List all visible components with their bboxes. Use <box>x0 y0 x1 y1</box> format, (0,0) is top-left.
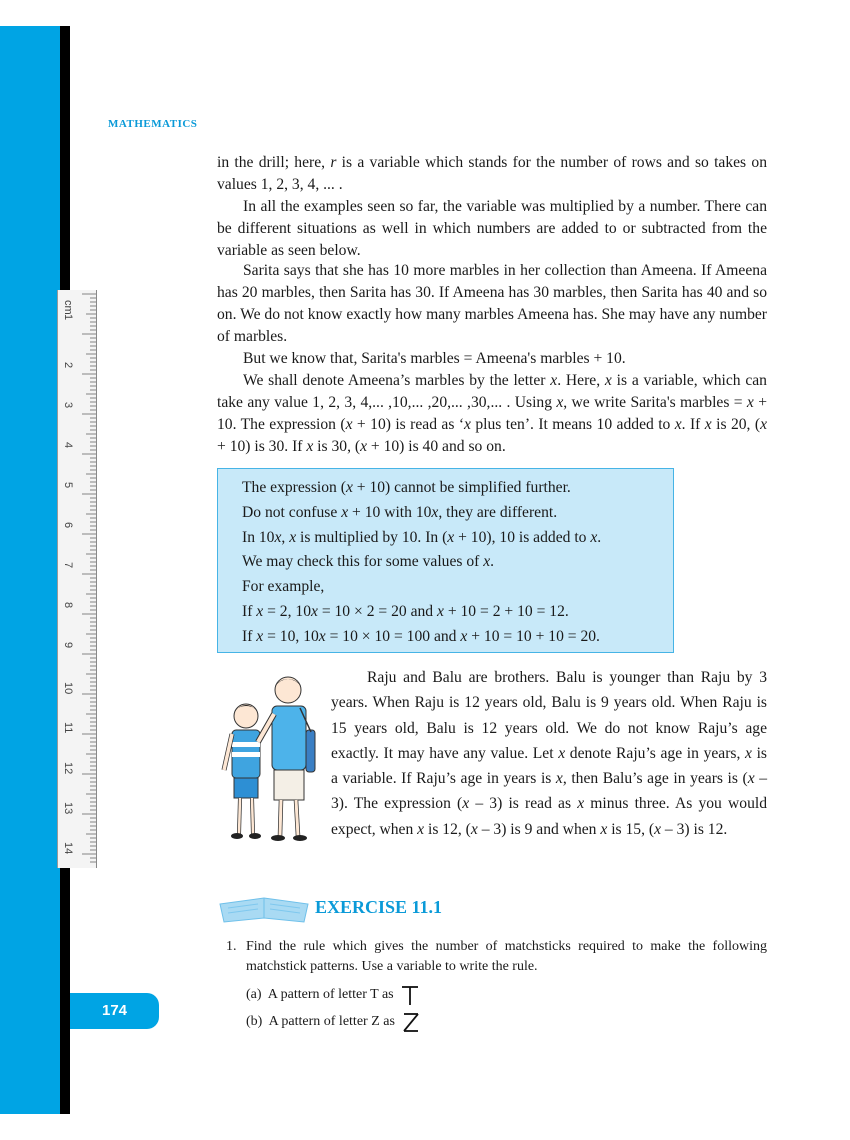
running-header: MATHEMATICS <box>108 118 198 130</box>
exercise-title: EXERCISE 11.1 <box>315 897 443 917</box>
ruler-mark: 11 <box>62 722 74 734</box>
ruler-mark: 12 <box>62 762 74 775</box>
ruler-mark: 2 <box>62 362 74 369</box>
ruler-mark: 7 <box>62 562 74 569</box>
paragraph-drill: in the drill; here, r is a variable which stands for the number of rows and so takes on values 1, 2, 3, 4, ... . <box>217 154 767 193</box>
ruler-mark: 10 <box>62 682 74 695</box>
note-line: If x = 10, 10x = 10 × 10 = 100 and x + 10 = 10 + 10 = 20. <box>242 627 600 645</box>
ruler-ticks <box>58 290 96 868</box>
note-line: For example, <box>242 578 325 596</box>
ruler-mark: 13 <box>62 802 74 815</box>
note-line: Do not confuse x + 10 with 10x, they are different. <box>242 503 558 521</box>
exercise-book-icon <box>218 894 310 926</box>
letter-z-pattern-icon <box>402 1011 420 1033</box>
sub-question-b: (b) A pattern of letter Z as <box>246 1011 420 1033</box>
letter-t-pattern-icon <box>401 984 419 1006</box>
sub-question-a: (a) A pattern of letter T as <box>246 984 419 1006</box>
note-box <box>217 468 674 653</box>
note-line: In 10x, x is multiplied by 10. In (x + 10), 10 is added to x. <box>242 528 602 546</box>
paragraph-examples: In all the examples seen so far, the variable was multiplied by a number. There can be different situations as well in which numbers are added to or subtracted from the variable as seen below. <box>217 198 767 259</box>
paragraph-equation: But we know that, Sarita's marbles = Ameena's marbles + 10. <box>243 350 626 367</box>
raju-figure <box>258 677 315 841</box>
ruler-mark: 14 <box>62 842 74 855</box>
exercise-question-1 <box>226 937 767 977</box>
paragraph-raju-balu: Raju and Balu are brothers. Balu is younger than Raju by 3 years. When Raju is 12 years old, Balu is 9 years old. When Raju is 15 years old, Balu is 12 years old. We do not know Raju’s age exactly. It may have any value. Let x denote Raju’s age in years, x is a variable. If Raju’s age in years is x, then Balu’s age in years is (x – 3). The expression (x – 3) is read as x minus three. As you would expect, when x is 12, (x – 3) is 9 and when x is 15, (x – 3) is 12. <box>331 669 768 838</box>
ruler-mark: 8 <box>62 602 74 609</box>
balu-figure <box>224 704 261 839</box>
ruler-mark: 6 <box>62 522 74 529</box>
note-line: If x = 2, 10x = 10 × 2 = 20 and x + 10 = 2 + 10 = 12. <box>242 602 569 620</box>
ruler-mark: 5 <box>62 482 74 489</box>
ruler-unit-label: cm <box>62 300 74 315</box>
note-line: We may check this for some values of x. <box>242 553 495 571</box>
note-line: The expression (x + 10) cannot be simplified further. <box>242 479 571 496</box>
ruler-mark: 9 <box>62 642 74 649</box>
left-margin-band <box>0 26 60 1114</box>
brothers-illustration <box>214 670 324 846</box>
ruler-mark: 4 <box>62 442 74 449</box>
question-number: 1. <box>226 939 237 954</box>
ruler-mark: 1 <box>62 314 74 321</box>
question-text: Find the rule which gives the number of matchsticks required to make the following matchstick patterns. Use a variable to write the rule. <box>246 939 767 974</box>
paragraph-ameena: We shall denote Ameena’s marbles by the letter x. Here, x is a variable, which can take any value 1, 2, 3, 4,... ,10,... ,20,... ,30,... . Using x, we write Sarita's marbles = x + 10. The expression (x + 10) is read as ‘x plus ten’. It means 10 added to x. If x is 20, (x + 10) is 30. If x is 30, (x + 10) is 40 and so on. <box>217 372 767 455</box>
ruler <box>57 290 97 868</box>
page-number: 174 <box>70 993 159 1029</box>
ruler-mark: 3 <box>62 402 74 409</box>
paragraph-sarita: Sarita says that she has 10 more marbles in her collection than Ameena. If Ameena has 20 marbles, then Sarita has 30. If Ameena has 30 marbles, then Sarita has 40 and so on. We do not know exactly how many marbles Ameena has. She may have any number of marbles. <box>217 262 767 345</box>
